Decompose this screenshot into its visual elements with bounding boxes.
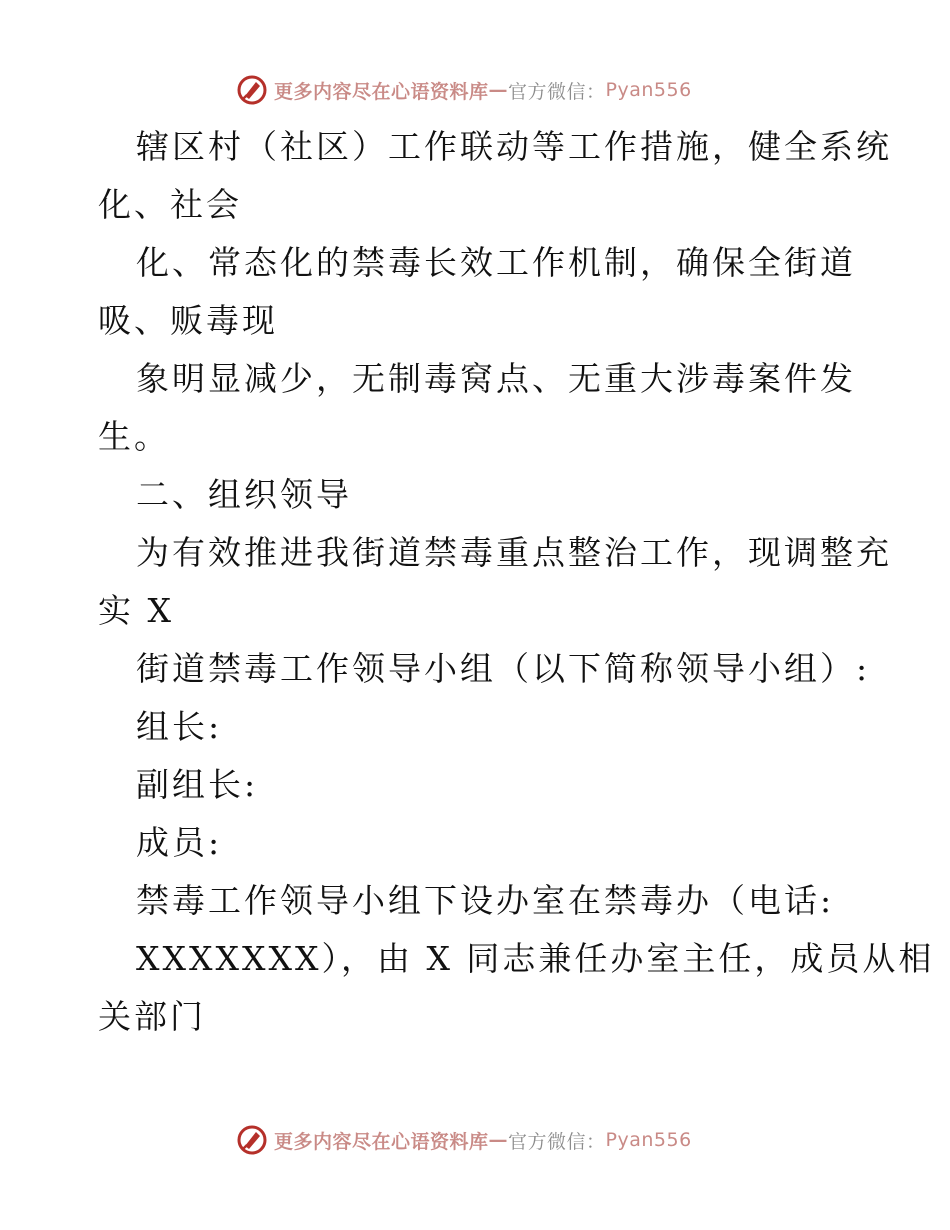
body-line: 吸、贩毒现 [98, 301, 278, 340]
body-line: 化、常态化的禁毒长效工作机制，确保全街道 [136, 243, 856, 282]
body-line: 为有效推进我街道禁毒重点整治工作，现调整充 [136, 533, 892, 572]
pen-nib-logo-icon [236, 74, 268, 106]
body-line: 禁毒工作领导小组下设办室在禁毒办（电话: [136, 881, 835, 920]
watermark-dash: — [488, 1129, 509, 1151]
body-line: 街道禁毒工作领导小组（以下简称领导小组）: [136, 649, 871, 688]
section-heading: 二、组织领导 [136, 475, 352, 514]
watermark-wechat-id: Pyan556 [605, 79, 692, 101]
watermark-wechat-label: 官方微信： [508, 1130, 606, 1153]
watermark-dash: — [488, 79, 509, 101]
role-leader-line: 组长: [136, 707, 223, 746]
body-line: 辖区村（社区）工作联动等工作措施，健全系统 [136, 127, 892, 166]
watermark-main-text: 更多内容尽在心语资料库 [274, 1130, 489, 1153]
watermark-wechat-id: Pyan556 [605, 1129, 692, 1151]
body-line: 生。 [98, 417, 170, 456]
role-deputy-line: 副组长: [136, 765, 259, 804]
header-watermark [236, 72, 692, 108]
watermark-main-text: 更多内容尽在心语资料库 [274, 80, 489, 103]
body-line: 化、社会 [98, 185, 242, 224]
body-line: 象明显减少，无制毒窝点、无重大涉毒案件发 [136, 359, 856, 398]
watermark-wechat-label: 官方微信： [508, 80, 606, 103]
body-line: 实 X [98, 591, 174, 630]
body-line: XXXXXXX），由 X 同志兼任办室主任，成员从相 [136, 939, 935, 978]
document-body [98, 118, 935, 1046]
body-line: 关部门 [98, 997, 206, 1036]
pen-nib-logo-icon [236, 1124, 268, 1156]
role-members-line: 成员: [136, 823, 223, 862]
footer-watermark [236, 1122, 692, 1158]
